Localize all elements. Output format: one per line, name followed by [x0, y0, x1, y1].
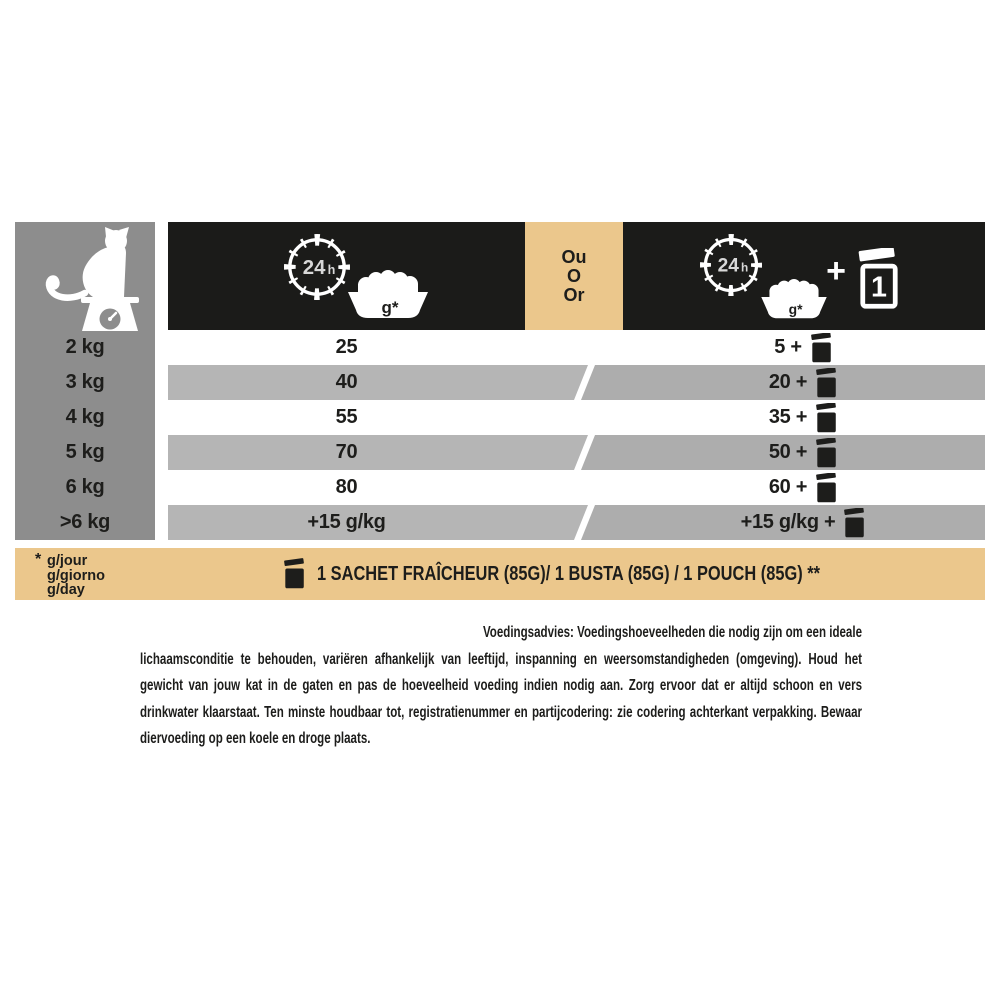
plus-sign: + [826, 252, 846, 290]
or-word-en: Or [563, 284, 585, 305]
mixed-amount-cell [623, 400, 985, 435]
cat-on-scale-icon [35, 227, 145, 332]
pouch-icon [283, 558, 307, 590]
or-word-it: O [566, 265, 581, 286]
pouch-icon [815, 368, 839, 398]
mixed-amount-cell [623, 470, 985, 505]
mixed-amount: 35 + [768, 406, 808, 428]
dry-amount: 70 [335, 441, 358, 463]
weight-label: >6 kg [59, 511, 111, 533]
mixed-amount: 20 + [768, 371, 808, 393]
table-row [168, 365, 985, 400]
grams-per-day-note [35, 551, 105, 598]
bowl-grams-label: g* [788, 301, 803, 318]
advice-lead: Voedingsadvies: [482, 624, 574, 641]
mixed-amount: 60 + [768, 476, 808, 498]
clock-h-label: h [741, 260, 749, 275]
pouch-icon [843, 508, 867, 538]
pouch-count-label: 1 [871, 271, 887, 304]
clock-24-label: 24 [717, 255, 739, 277]
bowl-grams-label: g* [381, 298, 399, 317]
weight-labels [15, 330, 155, 540]
dry-amount: +15 g/kg [307, 511, 386, 533]
pouch-icon [858, 248, 900, 311]
pouch-size-note [283, 557, 946, 591]
table-row [168, 470, 985, 505]
pouch-icon [810, 333, 834, 363]
table-row [168, 505, 985, 540]
pouch-icon [815, 403, 839, 433]
or-column-header [525, 222, 623, 330]
footnote-bar [15, 548, 985, 600]
clock-h-label: h [327, 262, 336, 277]
mixed-amount-cell [623, 330, 985, 365]
dry-amount: 40 [335, 371, 358, 393]
table-header [168, 222, 985, 330]
24h-clock-icon [284, 234, 350, 300]
unit-line: g/jour [47, 553, 88, 569]
dry-amount: 25 [335, 336, 358, 358]
weight-label: 5 kg [65, 441, 105, 463]
table-row [168, 400, 985, 435]
unit-line: g/giorno [47, 567, 105, 584]
mixed-amount-cell [623, 505, 985, 540]
asterisk: * [35, 551, 42, 568]
mixed-amount: 50 + [768, 441, 808, 463]
food-bowl-icon [344, 264, 432, 320]
mixed-amount: 5 + [774, 336, 802, 358]
weight-column [15, 222, 155, 540]
weight-label: 2 kg [65, 336, 105, 358]
mixed-amount-cell [623, 435, 985, 470]
pouch-icon [815, 438, 839, 468]
clock-24-label: 24 [302, 256, 326, 279]
advice-body: Voedingshoeveelheden die nodig zijn om een ideale lichaamsconditie te behouden, variëren afhankelijk van leeftijd, inspanning en weersomstandigheden (omgeving). Houd het gewicht van jouw kat in de gaten en pas de hoeveelheid voeding indien nodig aan. Zorg ervoor dat er altijd schoon en vers drinkwater klaarstaat. Ten minste houdbaar tot, registratienummer en partijcodering: zie codering achterkant verpakking. Bewaar diervoeding op een koele en droge plaats. [140, 624, 862, 747]
weight-label: 3 kg [65, 371, 105, 393]
feeding-advice [140, 620, 862, 753]
pouch-icon [815, 473, 839, 503]
weight-label: 4 kg [65, 406, 105, 428]
weight-label: 6 kg [65, 476, 105, 498]
or-word-fr: Ou [561, 246, 587, 267]
mixed-amount: +15 g/kg + [740, 511, 836, 533]
mixed-amount-cell [623, 365, 985, 400]
table-row [168, 330, 985, 365]
unit-line: g/day [47, 582, 85, 598]
table-row [168, 435, 985, 470]
pouch-size-text: 1 SACHET FRAÎCHEUR (85G)/ 1 BUSTA (85G) / 1 POUCH (85G) ** [317, 562, 821, 585]
24h-clock-icon [700, 234, 762, 296]
dry-amount: 80 [335, 476, 358, 498]
dry-amount: 55 [335, 406, 358, 428]
